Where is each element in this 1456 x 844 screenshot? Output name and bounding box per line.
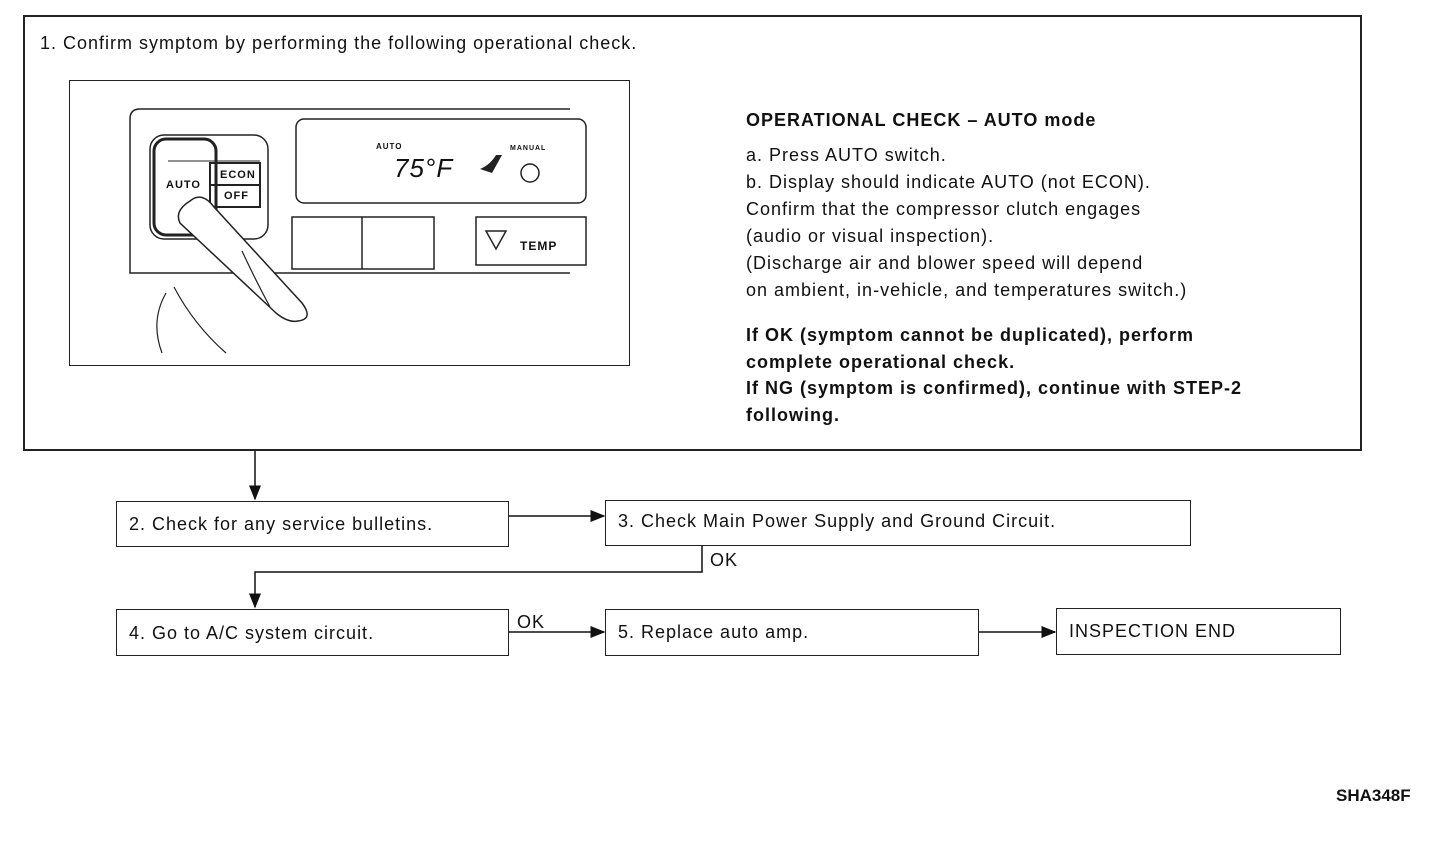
- step3-box: [605, 500, 1191, 546]
- step1-text: 1. Confirm symptom by performing the following operational check.: [40, 33, 638, 53]
- step5-box: [605, 609, 979, 656]
- arrow-step3-to-step4: [255, 546, 702, 607]
- operational-check-line: b. Display should indicate AUTO (not ECON).: [746, 172, 1151, 192]
- step4-text: 4. Go to A/C system circuit.: [129, 623, 375, 643]
- display-temp-label: 75°F: [394, 153, 454, 183]
- operational-check-line: on ambient, in-vehicle, and temperatures switch.): [746, 280, 1188, 300]
- step5-text: 5. Replace auto amp.: [618, 622, 810, 642]
- result-line: following.: [746, 405, 840, 425]
- operational-check-line: (audio or visual inspection).: [746, 226, 995, 246]
- inspection-end-box: [1056, 608, 1341, 655]
- step2-text: 2. Check for any service bulletins.: [129, 514, 434, 534]
- ok-label-step3: OK: [710, 550, 739, 570]
- result-line: If OK (symptom cannot be duplicated), perform: [746, 325, 1195, 345]
- ok-label-step4: OK: [517, 612, 546, 632]
- operational-check-line: a. Press AUTO switch.: [746, 145, 947, 165]
- step2-box: [116, 501, 509, 547]
- operational-check-line: Confirm that the compressor clutch engages: [746, 199, 1142, 219]
- step3-text: 3. Check Main Power Supply and Ground Circuit.: [618, 511, 1057, 531]
- figure-code: SHA348F: [1336, 786, 1411, 805]
- econ-button-label: ECON: [220, 169, 256, 181]
- step4-box: [116, 609, 509, 656]
- result-line: If NG (symptom is confirmed), continue with STEP-2: [746, 378, 1243, 398]
- result-line: complete operational check.: [746, 352, 1016, 372]
- auto-button-label: AUTO: [166, 179, 201, 191]
- operational-check-heading: OPERATIONAL CHECK – AUTO mode: [746, 110, 1097, 130]
- inspection-end-text: INSPECTION END: [1069, 621, 1237, 641]
- temp-button-label: TEMP: [520, 239, 558, 253]
- off-button-label: OFF: [224, 190, 249, 202]
- display-manual-label: MANUAL: [510, 145, 547, 152]
- display-auto-label: AUTO: [376, 142, 403, 151]
- operational-check-line: (Discharge air and blower speed will depend: [746, 253, 1144, 273]
